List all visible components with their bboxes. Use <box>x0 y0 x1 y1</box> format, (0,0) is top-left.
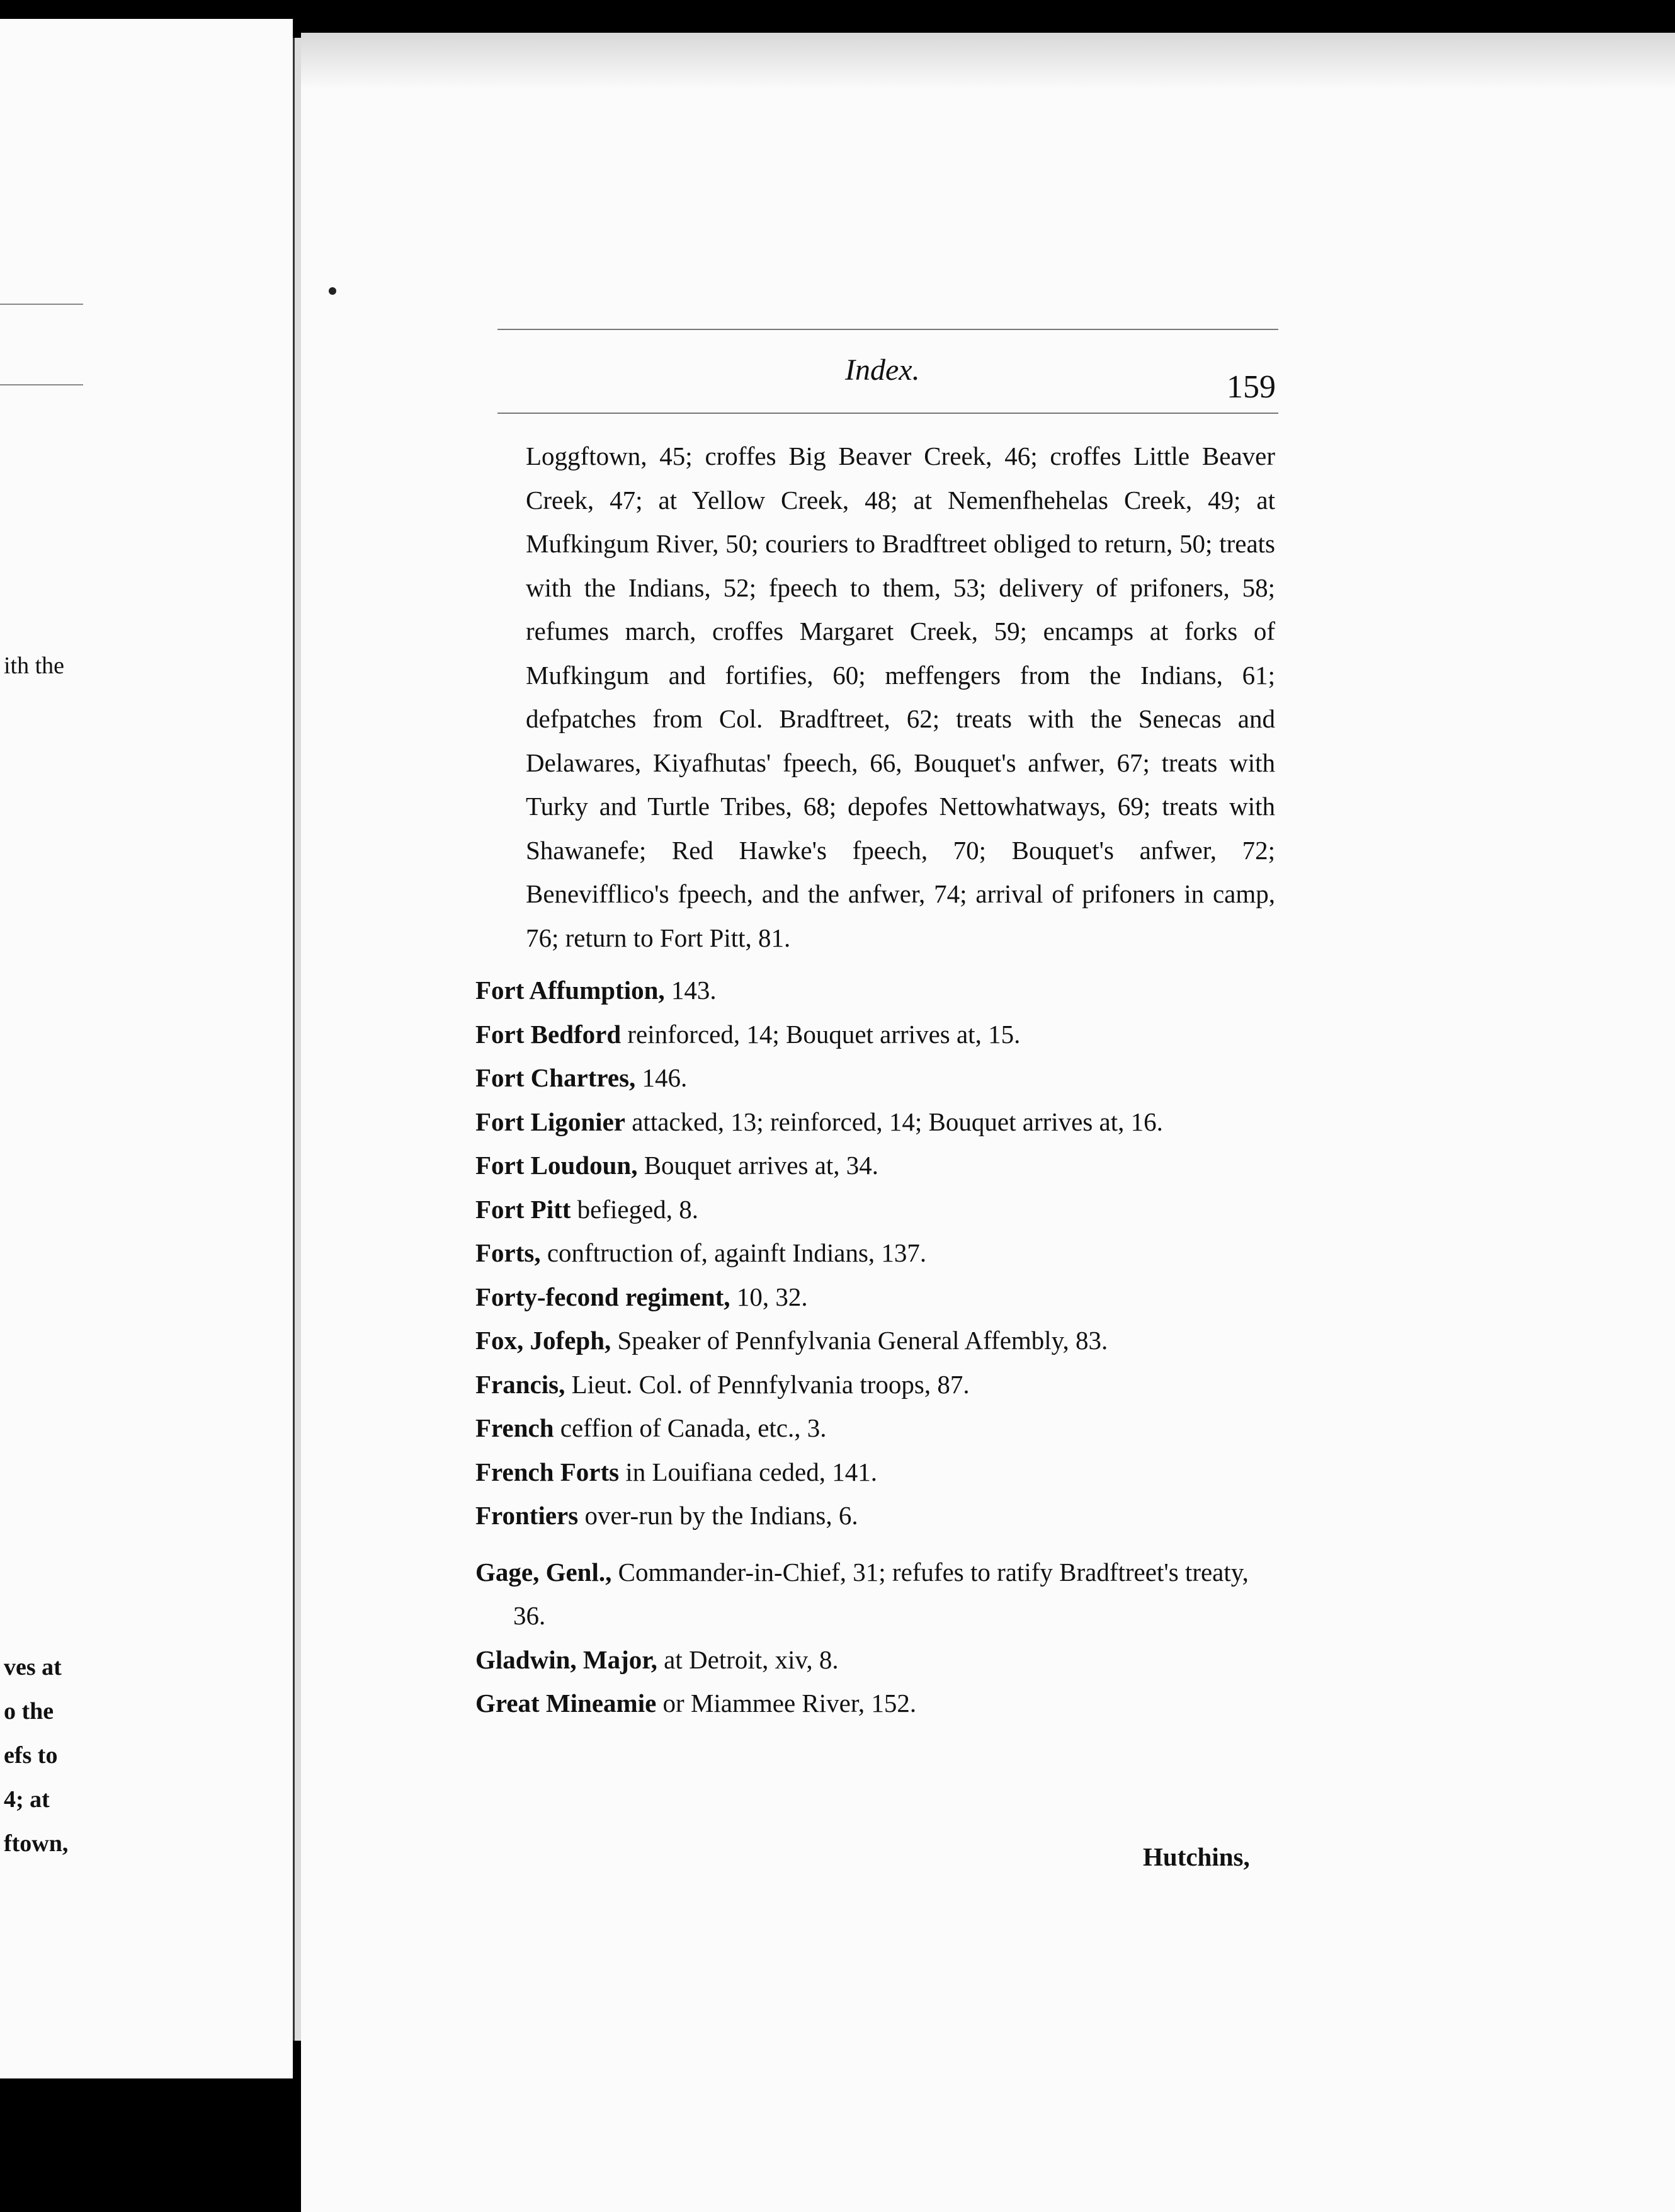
entry-text: 146. <box>635 1063 688 1092</box>
page-title: Index. <box>845 353 920 387</box>
index-entry <box>475 1319 1275 1363</box>
header-rule-bottom <box>497 413 1278 414</box>
entry-text: 10, 32. <box>730 1282 808 1311</box>
index-entry <box>475 1363 1275 1407</box>
entry-text: in Louifiana ceded, 141. <box>619 1457 877 1486</box>
index-entry <box>475 1144 1275 1188</box>
page-top-shadow <box>301 33 1675 89</box>
left-facing-page <box>0 19 293 2078</box>
index-entry <box>475 1013 1275 1057</box>
index-entry <box>475 1275 1275 1320</box>
entry-heading: Great Mineamie <box>475 1689 657 1718</box>
entry-heading: Fort Pitt <box>475 1194 571 1224</box>
entry-text: conftruction of, againft Indians, 137. <box>540 1238 927 1267</box>
left-page-fragment: 4; at <box>4 1786 50 1813</box>
index-entry <box>475 1231 1275 1275</box>
index-entries <box>475 435 1275 1726</box>
left-page-fragment: ith the <box>4 653 65 679</box>
index-entry <box>475 1451 1275 1495</box>
left-page-fragment: ves at <box>4 1654 62 1680</box>
page-number: 159 <box>1227 369 1276 405</box>
left-page-fragment: efs to <box>4 1742 58 1769</box>
entry-text: or Miammee River, 152. <box>656 1689 917 1718</box>
entry-heading: French <box>475 1413 554 1442</box>
left-page-rule <box>0 384 83 385</box>
entry-text: Bouquet arrives at, 34. <box>637 1151 879 1180</box>
entry-text: attacked, 13; reinforced, 14; Bouquet arrives at, 16. <box>625 1107 1163 1136</box>
entry-heading: Francis, <box>475 1369 565 1399</box>
entry-heading: Fort Ligonier <box>475 1107 625 1136</box>
left-page-fragment: o the <box>4 1698 54 1725</box>
entry-text: Commander-in-Chief, 31; refufes to ratify Bradftreet's treaty, 36. <box>513 1557 1249 1630</box>
index-entry <box>475 1056 1275 1100</box>
catchword: Hutchins, <box>1143 1842 1250 1871</box>
entry-text: Lieut. Col. of Pennfylvania troops, 87. <box>565 1369 970 1399</box>
index-entry <box>475 1682 1275 1726</box>
entry-heading: Gage, Genl., <box>475 1557 612 1587</box>
entry-heading: Fort Affumption, <box>475 976 665 1005</box>
left-page-fragment: ftown, <box>4 1830 69 1857</box>
entry-heading: Fort Bedford <box>475 1019 622 1049</box>
continued-entry: Loggftown, 45; croffes Big Beaver Creek, 46; croffes Little Beaver Creek, 47; at Yellow Creek, 48; at Nemenfhehelas Creek, 49; at Mufkingum River, 50; couriers to Bradftreet obliged to return, 50; treats with the Indians, 52; fpeech to them, 53; delivery of prifoners, 58; refumes march, croffes Margaret Creek, 59; encamps at forks of Mufkingum and fortifies, 60; meffengers from the Indians, 61; defpatches from Col. Bradftreet, 62; treats with the Senecas and Delawares, Kiyafhutas' fpeech, 66, Bouquet's anfwer, 67; treats with Turky and Turtle Tribes, 68; depofes Nettowhatways, 69; treats with Shawanefe; Red Hawke's fpeech, 70; Bouquet's anfwer, 72; Benevifflico's fpeech, and the anfwer, 74; arrival of prifoners in camp, 76; return to Fort Pitt, 81. <box>526 442 1275 952</box>
entry-heading: Frontiers <box>475 1501 579 1530</box>
entry-text: over-run by the Indians, 6. <box>578 1501 858 1530</box>
entry-heading: Fort Loudoun, <box>475 1151 638 1180</box>
index-entry <box>475 1551 1275 1638</box>
index-entry <box>475 1100 1275 1144</box>
index-entry <box>475 1494 1275 1538</box>
left-page-rule <box>0 304 83 305</box>
entry-text: at Detroit, xiv, 8. <box>657 1645 839 1674</box>
entry-text: reinforced, 14; Bouquet arrives at, 15. <box>621 1019 1021 1049</box>
index-entry <box>475 969 1275 1013</box>
index-entry <box>475 1188 1275 1232</box>
entry-heading: Gladwin, Major, <box>475 1645 657 1674</box>
ink-speck <box>329 287 336 295</box>
entry-heading: Fort Chartres, <box>475 1063 636 1092</box>
entry-text: Speaker of Pennfylvania General Affembly, 83. <box>611 1326 1108 1355</box>
entry-heading: Fox, Jofeph, <box>475 1326 611 1355</box>
entry-text: 143. <box>664 976 717 1005</box>
index-entry <box>475 1406 1275 1451</box>
entry-heading: Forty-fecond regiment, <box>475 1282 730 1311</box>
entry-heading: Forts, <box>475 1238 541 1267</box>
entry-text: befieged, 8. <box>571 1194 699 1224</box>
index-entry <box>475 1638 1275 1682</box>
entry-heading: French Forts <box>475 1457 620 1486</box>
header-rule-top <box>497 329 1278 330</box>
entry-text: ceffion of Canada, etc., 3. <box>554 1413 827 1442</box>
